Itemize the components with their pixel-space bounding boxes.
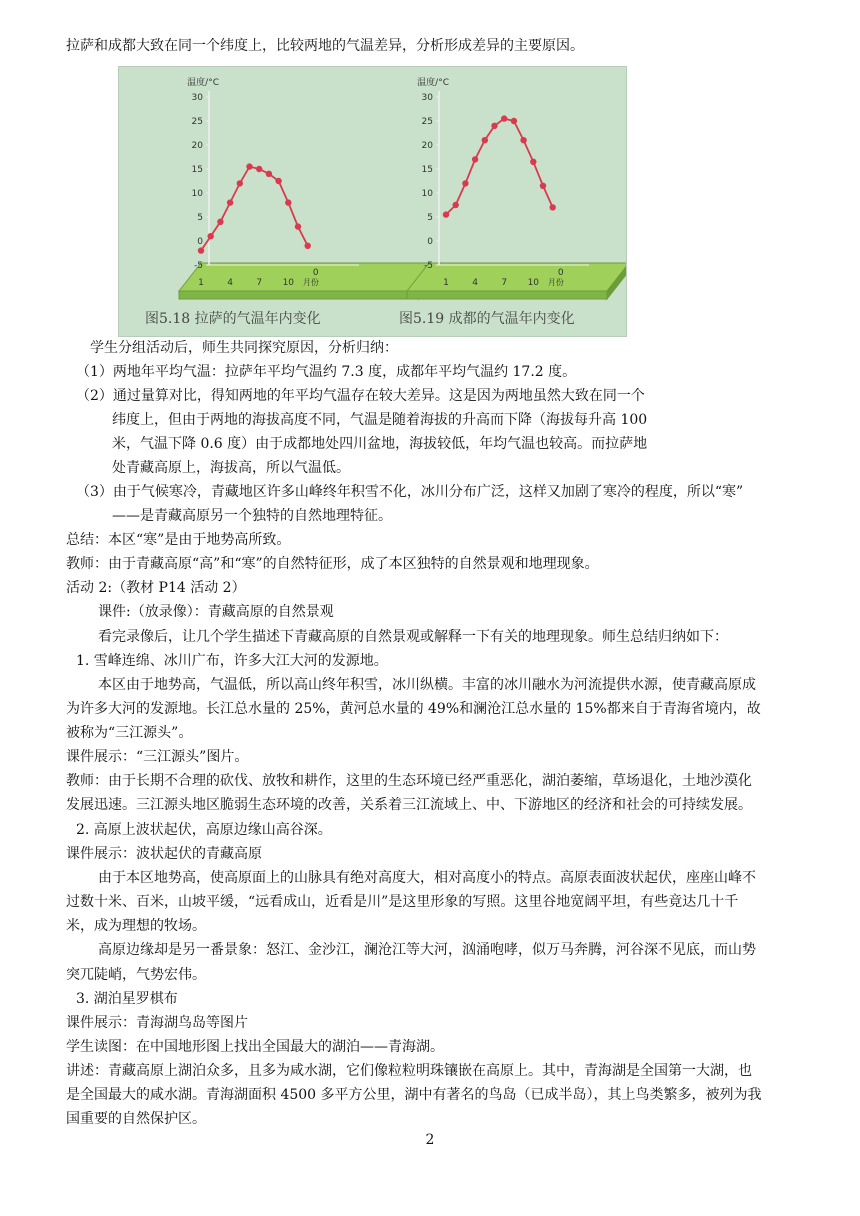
data-point	[285, 199, 291, 205]
figure-caption: 图5.19 成都的气温年内变化	[399, 311, 575, 327]
text-line: 为许多大河的发源地。长江总水量的 25%，黄河总水量的 49%和澜沧江总水量的 15%都来自于青海省境内，故	[66, 701, 761, 717]
y-tick-label: 0	[427, 237, 433, 247]
chart-panel-1	[145, 76, 441, 327]
figure-caption: 图5.18 拉萨的气温年内变化	[145, 311, 321, 327]
data-point	[295, 223, 301, 229]
x-tick-label: 7	[256, 278, 263, 288]
data-point	[462, 180, 468, 186]
data-point	[511, 118, 517, 124]
data-point	[275, 178, 281, 184]
text-line: 处青藏高原上，海拔高，所以气温低。	[112, 460, 350, 476]
text-line: 教师：由于青藏高原“高”和“寒”的自然特征形，成了本区独特的自然景观和地理现象。	[66, 556, 599, 572]
y-tick-label: 0	[197, 237, 203, 247]
text-line: 米，气温下降 0.6 度）由于成都地处四川盆地，海拔较低，年均气温也较高。而拉萨地	[112, 436, 648, 452]
text-line: 拉萨和成都大致在同一个纬度上，比较两地的气温差异，分析形成差异的主要原因。	[66, 38, 584, 54]
text-line: 总结：本区“寒”是由于地势高所致。	[66, 532, 291, 548]
text-line: 国重要的自然保护区。	[66, 1111, 206, 1127]
data-point	[256, 166, 262, 172]
data-point	[217, 219, 223, 225]
data-point	[227, 199, 233, 205]
y-tick-label: 10	[421, 189, 433, 199]
text-line: 3. 湖泊星罗棋布	[76, 991, 178, 1007]
series-line	[446, 119, 553, 215]
x-axis-label: 月份	[302, 278, 319, 287]
chart-base-top	[407, 263, 626, 291]
text-line: 课件:（放录像）：青藏高原的自然景观	[98, 604, 334, 620]
data-point	[246, 163, 252, 169]
series-line	[201, 167, 308, 251]
text-line: 学生分组活动后，师生共同探究原因，分析归纳：	[90, 340, 398, 356]
x-tick-label: 7	[501, 278, 508, 288]
chart-base-front	[407, 291, 607, 299]
x-tick-label: 1	[443, 278, 449, 288]
data-point	[443, 211, 449, 217]
data-point	[501, 115, 507, 121]
x-axis-label: 月份	[547, 278, 564, 287]
text-line: 2. 高原上波状起伏，高原边缘山高谷深。	[76, 822, 332, 838]
text-line: 是全国最大的咸水湖。青海湖面积 4500 多平方公里，湖中有著名的鸟岛（已成半岛），其上鸟类繁多，被列为我	[66, 1087, 762, 1103]
data-point	[540, 183, 546, 189]
temperature-charts	[119, 67, 626, 336]
x-tick-label: 10	[282, 278, 295, 288]
text-line: 教师：由于长期不合理的砍伐、放牧和耕作，这里的生态环境已经严重恶化，湖泊萎缩，草场退化，土地沙漠化	[66, 773, 752, 789]
data-point	[472, 156, 478, 162]
y-tick-label: 30	[191, 93, 203, 103]
data-point	[530, 159, 536, 165]
data-point	[491, 123, 497, 129]
text-line: （1）两地年平均气温：拉萨年平均气温约 7.3 度，成都年平均气温约 17.2 度。	[76, 364, 577, 380]
climate-figure	[118, 66, 627, 337]
data-point	[520, 137, 526, 143]
text-line: 课件展示：波状起伏的青藏高原	[66, 846, 262, 862]
x-tick-label: 10	[527, 278, 540, 288]
text-line: 课件展示：青海湖鸟岛等图片	[66, 1015, 248, 1031]
y-tick-label: 15	[191, 165, 203, 175]
text-line: （3）由于气候寒冷，青藏地区许多山峰终年积雪不化，冰川分布广泛，这样又加剧了寒冷的程度，所以“寒”	[76, 484, 744, 500]
data-point	[305, 243, 311, 249]
text-line: 讲述：青藏高原上湖泊众多，且多为咸水湖，它们像粒粒明珠镶嵌在高原上。其中，青海湖是全国第一大湖，也	[66, 1063, 752, 1079]
text-line: 由于本区地势高，使高原面上的山脉具有绝对高度大，相对高度小的特点。高原表面波状起伏，座座山峰不	[98, 870, 756, 886]
y-tick-label: -5	[424, 261, 433, 271]
text-line: 过数十米、百米，山坡平缓，“远看成山，近看是川”是这里形象的写照。这里谷地宽阔平坦，有些竟达几十千	[66, 894, 739, 910]
y-tick-label: 25	[191, 117, 203, 127]
x-tick-label: 4	[227, 278, 233, 288]
y-axis-label: 温度/°C	[417, 78, 449, 88]
data-point	[266, 171, 272, 177]
text-line: 看完录像后，让几个学生描述下青藏高原的自然景观或解释一下有关的地理现象。师生总结归纳如下：	[98, 629, 728, 645]
y-tick-label: 20	[421, 141, 433, 151]
text-line: 高原边缘却是另一番景象：怒江、金沙江，澜沧江等大河，汹涌咆哮，似万马奔腾，河谷深不见底，而山势	[98, 942, 756, 958]
text-line: （2）通过量算对比，得知两地的年平均气温存在较大差异。这是因为两地虽然大致在同一个	[76, 388, 645, 404]
data-point	[237, 180, 243, 186]
y-tick-label: 10	[191, 189, 203, 199]
text-line: 本区由于地势高，气温低，所以高山终年积雪，冰川纵横。丰富的冰川融水为河流提供水源，使青藏高原成	[98, 677, 756, 693]
y-tick-label: 30	[421, 93, 433, 103]
text-line: 被称为“三江源头”。	[66, 725, 193, 741]
data-point	[453, 202, 459, 208]
text-line: 纬度上，但由于两地的海拔高度不同，气温是随着海拔的升高而下降（海拔每升高 100	[112, 412, 648, 428]
data-point	[208, 233, 214, 239]
page-number: 2	[425, 1132, 435, 1148]
x-end-zero-label: 0	[312, 268, 319, 278]
y-tick-label: 5	[197, 213, 203, 223]
y-tick-label: 25	[421, 117, 433, 127]
x-end-zero-label: 0	[557, 268, 564, 278]
data-point	[482, 137, 488, 143]
text-line: 学生读图：在中国地形图上找出全国最大的湖泊——青海湖。	[66, 1039, 444, 1055]
y-axis-label: 温度/°C	[187, 78, 219, 88]
text-line: 发展迅速。三江源头地区脆弱生态环境的改善，关系着三江流域上、中、下游地区的经济和社会的可持续发展。	[66, 797, 752, 813]
text-line: 1. 雪峰连绵、冰川广布，许多大江大河的发源地。	[76, 653, 388, 669]
text-line: 活动 2:（教材 P14 活动 2）	[66, 580, 246, 596]
data-point	[198, 247, 204, 253]
x-tick-label: 4	[472, 278, 478, 288]
chart-base-front	[179, 291, 419, 299]
y-tick-label: -5	[194, 261, 203, 271]
y-tick-label: 5	[427, 213, 433, 223]
text-line: 课件展示：“三江源头”图片。	[66, 749, 249, 765]
y-tick-label: 20	[191, 141, 203, 151]
y-tick-label: 15	[421, 165, 433, 175]
text-line: ——是青藏高原另一个独特的自然地理特征。	[112, 508, 392, 524]
text-line: 米，成为理想的牧场。	[66, 918, 206, 934]
chart-panel-2	[399, 76, 626, 327]
text-line: 突兀陡峭，气势宏伟。	[66, 967, 206, 983]
x-tick-label: 1	[198, 278, 204, 288]
data-point	[550, 204, 556, 210]
